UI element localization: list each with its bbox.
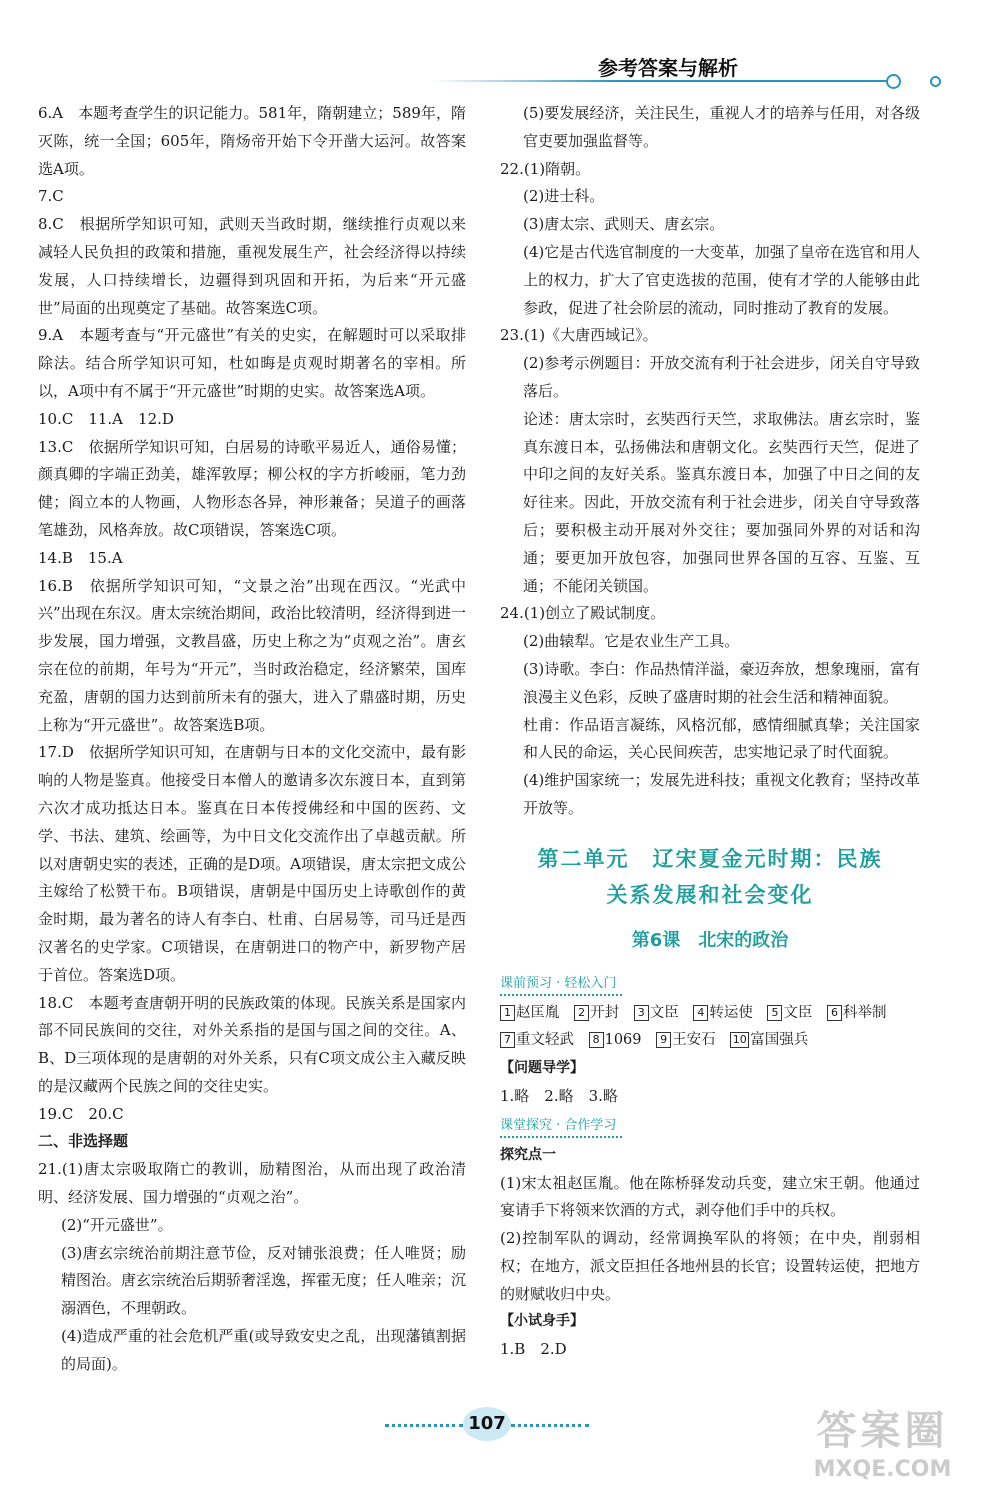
answer-paragraph: 22.(1)隋朝。 xyxy=(500,159,591,178)
practice-heading: 【小试身手】 xyxy=(500,1313,584,1330)
preview-answer: 4 转运使 xyxy=(693,1005,753,1021)
header-title: 参考答案与解析 xyxy=(598,56,738,80)
answer-paragraph: 21.(1)唐太宗吸取隋亡的教训，励精图治，从而出现了政治清明、经济发展、国力增强的“贞观之治”。 xyxy=(38,1160,466,1207)
left-column xyxy=(38,100,466,1379)
preview-answer: 5 文臣 xyxy=(767,1005,812,1021)
preview-answer: 8 1069 xyxy=(589,1032,642,1048)
guide-heading: 【问题导学】 xyxy=(500,1060,584,1077)
answer-paragraph: (3)唐玄宗统治前期注意节俭，反对铺张浪费；任人唯贤；励精图治。唐玄宗统治后期骄奢淫逸，挥霍无度；任人唯亲；沉溺酒色，不理朝政。 xyxy=(61,1243,467,1318)
section-heading: 二、非选择题 xyxy=(38,1132,129,1151)
answer-paragraph: 7.C xyxy=(38,187,64,206)
answer-paragraph: 10.C 11.A 12.D xyxy=(38,409,174,428)
answer-paragraph: 19.C 20.C xyxy=(38,1104,124,1123)
preview-answer: 3 文臣 xyxy=(634,1005,679,1021)
answer-paragraph: 16.B 依据所学知识可知，“文景之治”出现在西汉。“光武中兴”出现在东汉。唐太宗统治期间，政治比较清明，经济得到进一步发展，国力增强，文教昌盛，历史上称之为“贞观之治”。唐玄宗在位的前期，年号为“开元”，当时政治稳定，经济繁荣，国库充盈，唐朝的国力达到前所未有的强大，进入了鼎盛时期，历史上称为“开元盛世”。故答案选B项。 xyxy=(38,576,466,734)
answer-paragraph: (2)曲辕犁。它是农业生产工具。 xyxy=(523,632,740,651)
answer-paragraph: (2)控制军队的调动，经常调换军队的将领；在中央，削弱相权；在地方，派文臣担任各地州县的长官；设置转运使，把地方的财赋收归中央。 xyxy=(500,1229,921,1303)
guide-answers: 1.略 2.略 3.略 xyxy=(500,1086,618,1105)
answer-paragraph: (2)进士科。 xyxy=(523,187,605,206)
inquiry-point-heading: 探究点一 xyxy=(500,1146,556,1163)
preview-answer: 2 开封 xyxy=(574,1005,619,1021)
answer-paragraph: (3)诗歌。李白：作品热情洋溢，豪迈奔放，想象瑰丽，富有浪漫主义色彩，反映了盛唐时期的社会生活和精神面貌。 xyxy=(523,659,920,706)
header-dot-icon xyxy=(886,74,901,89)
answer-paragraph: (4)它是古代选官制度的一大变革，加强了皇帝在选官和用人上的权力，扩大了官吏选拔的范围，使有才学的人能够由此参政，促进了社会阶层的流动，同时推动了教育的发展。 xyxy=(523,242,920,317)
preview-answers xyxy=(500,1000,920,1056)
answer-paragraph: 14.B 15.A xyxy=(38,548,123,567)
unit-title-line: 第二单元 辽宋夏金元时期：民族 xyxy=(537,846,883,871)
answer-paragraph: 17.D 依据所学知识可知，在唐朝与日本的文化交流中，最有影响的人物是鉴真。他接受日本僧人的邀请多次东渡日本，直到第六次才成功抵达日本。鉴真在日本传授佛经和中国的医药、文学、书法、建筑、绘画等，为中日文化交流作出了卓越贡献。所以对唐朝史实的表述，正确的是D项。A项错误，唐太宗把文成公主嫁给了松赞干布。B项错误，唐朝是中国历史上诗歌创作的黄金时期，最为著名的诗人有李白、杜甫、白居易等，司马迁是西汉著名的史学家。C项错误，在唐朝进口的物产中，新罗物产居于首位。答案选D项。 xyxy=(38,743,466,984)
footer-rule xyxy=(511,1424,589,1427)
unit-title-line: 关系发展和社会变化 xyxy=(606,882,814,907)
answer-paragraph: (2)“开元盛世”。 xyxy=(61,1215,173,1234)
preview-answer: 6 科举制 xyxy=(827,1005,887,1021)
preview-answer: 10 富国强兵 xyxy=(730,1032,808,1048)
answer-paragraph: (4)维护国家统一；发展先进科技；重视文化教育；坚持改革开放等。 xyxy=(523,771,920,817)
answer-paragraph: 18.C 本题考查唐朝开明的民族政策的体现。民族关系是国家内部不同民族间的交往，对外关系指的是国与国之间的交往。A、B、D三项体现的是唐朝的对外关系，只有C项文成公主入藏反映的是汉藏两个民族之间的交往史实。 xyxy=(38,993,466,1095)
answer-paragraph: 8.C 根据所学知识可知，武则天当政时期，继续推行贞观以来减轻人民负担的政策和措施，重视发展生产，社会经济得以持续发展，人口持续增长，边疆得到巩固和开拓，为后来“开元盛世”局面的出现奠定了基础。故答案选C项。 xyxy=(38,215,466,317)
footer-rule xyxy=(385,1424,463,1427)
lesson-title: 第6课 北宋的政治 xyxy=(631,929,789,951)
unit-title xyxy=(500,841,920,913)
page-number: 107 xyxy=(463,1407,511,1441)
practice-answers: 1.B 2.D xyxy=(500,1340,567,1359)
right-column xyxy=(500,100,920,1364)
answer-paragraph: (5)要发展经济，关注民生，重视人才的培养与任用，对各级官吏要加强监督等。 xyxy=(523,104,920,150)
answer-paragraph: 9.A 本题考查与“开元盛世”有关的史实，在解题时可以采取排除法。结合所学知识可知，杜如晦是贞观时期著名的宰相。所以，A项中有不属于“开元盛世”时期的史实。故答案选A项。 xyxy=(38,326,466,400)
answer-paragraph: (4)造成严重的社会危机严重(或导致安史之乱，出现藩镇割据的局面)。 xyxy=(61,1327,466,1373)
header-rule xyxy=(430,80,892,82)
answer-paragraph: 23.(1)《大唐西域记》。 xyxy=(500,326,658,345)
preview-section-tag: 课前预习 · 轻松入门 xyxy=(500,974,622,996)
preview-answer: 1 赵匡胤 xyxy=(500,1005,560,1021)
answer-paragraph: (1)宋太祖赵匡胤。他在陈桥驿发动兵变，建立宋王朝。他通过宴请手下将领来饮酒的方式，剥夺他们手中的兵权。 xyxy=(500,1173,920,1220)
answer-paragraph: 杜甫：作品语言凝练，风格沉郁，感情细腻真挚；关注国家和人民的命运，关心民间疾苦，忠实地记录了时代面貌。 xyxy=(523,715,920,762)
answer-paragraph: 24.(1)创立了殿试制度。 xyxy=(500,604,666,623)
answer-paragraph: 论述：唐太宗时，玄奘西行天竺，求取佛法。唐玄宗时，鉴真东渡日本，弘扬佛法和唐朝文化。玄奘西行天竺，促进了中印之间的友好关系。鉴真东渡日本，加强了中日之间的友好往来。因此，开放交流有利于社会进步，闭关自守导致落后；要积极主动开展对外交往；要加强同外界的对话和沟通；要更加开放包容，加强同世界各国的互容、互鉴、互通；不能闭关锁国。 xyxy=(523,409,920,595)
answer-paragraph: (3)唐太宗、武则天、唐玄宗。 xyxy=(523,215,725,234)
answer-paragraph: 6.A 本题考查学生的识记能力。581年，隋朝建立；589年，隋灭陈，统一全国；605年，隋炀帝开始下令开凿大运河。故答案选A项。 xyxy=(38,104,466,178)
answer-paragraph: 13.C 依据所学知识可知，白居易的诗歌平易近人，通俗易懂；颜真卿的字端正劲美，雄浑敦厚；柳公权的字方折峻丽，笔力劲健；阎立本的人物画，人物形态各异，神形兼备；吴道子的画落笔雄劲，风格奔放。故C项错误，答案选C项。 xyxy=(38,437,466,539)
header-dot-icon xyxy=(930,76,941,87)
preview-answer: 7 重文轻武 xyxy=(500,1032,574,1048)
watermark-logo: 答案圈 MXQE.COM xyxy=(813,1408,952,1482)
answer-paragraph: (2)参考示例题目：开放交流有利于社会进步，闭关自守导致落后。 xyxy=(523,354,920,400)
preview-answer: 9 王安石 xyxy=(656,1032,716,1048)
class-section-tag: 课堂探究 · 合作学习 xyxy=(500,1116,622,1138)
